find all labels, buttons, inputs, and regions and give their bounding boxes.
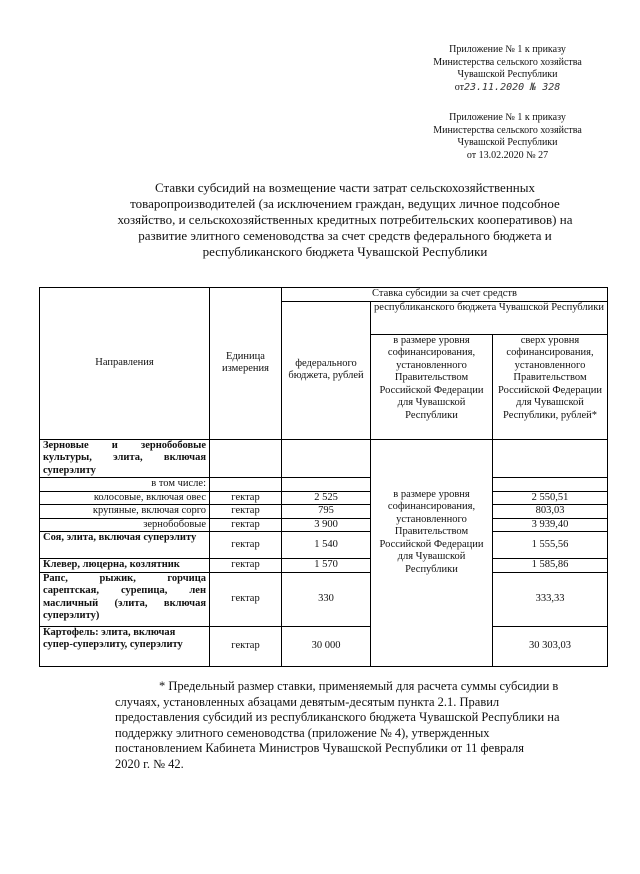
table-row <box>40 505 608 519</box>
footnote-line1-text: * Предельный размер ставки, применяемый для расчета суммы субсидии в <box>159 679 559 693</box>
table-row <box>40 532 608 559</box>
row-above: 333,33 <box>493 572 608 626</box>
header-direction: Направления <box>40 288 210 440</box>
row-name: колосовые, включая овес <box>40 491 210 505</box>
row-unit: гектар <box>210 532 282 559</box>
row-name: зернобобовые <box>40 518 210 532</box>
table-row <box>40 559 608 573</box>
footnote-line5: постановлением Кабинета Министров Чувашской Республики от 11 февраля <box>115 741 525 755</box>
footnote-line4: поддержку элитного семеноводства (приложение № 4), утвержденных <box>115 725 490 740</box>
header-previous-line2: Министерства сельского хозяйства <box>433 124 582 136</box>
row-above: 3 939,40 <box>493 518 608 532</box>
header-current-line2: Министерства сельского хозяйства <box>433 56 582 68</box>
row-federal: 795 <box>282 505 371 519</box>
row-federal: 1 570 <box>282 559 371 573</box>
header-cofinancing: в размере уровня софинансирования, установленного Правительством Российской Федерации для Чувашской Республики <box>371 334 493 439</box>
header-previous-order <box>400 112 615 162</box>
table-row <box>40 491 608 505</box>
merged-cofinancing-text: в размере уровня софинансирования, установленного Правительством Российской Федерации для Чувашской Республики <box>379 488 484 575</box>
header-current-order <box>400 44 615 94</box>
row-above <box>493 478 608 492</box>
table-row <box>40 572 608 626</box>
header-rate: Ставка субсидии за счет средств <box>282 288 608 302</box>
row-name: крупяные, включая сорго <box>40 505 210 519</box>
header-current-line4 <box>400 82 615 95</box>
footnote-line2: случаях, установленных абзацами девятым-десятым пункта 2.1. Правил <box>115 694 500 709</box>
table-header-row <box>40 288 608 302</box>
row-name: Соя, элита, включая суперэлиту <box>40 532 210 559</box>
row-above <box>493 439 608 478</box>
row-unit: гектар <box>210 491 282 505</box>
subsidy-rates-table <box>39 287 608 667</box>
row-above: 803,03 <box>493 505 608 519</box>
row-above: 1 555,56 <box>493 532 608 559</box>
row-unit: гектар <box>210 518 282 532</box>
footnote-line3: предоставления субсидий из республиканского бюджета Чувашской Республики на <box>115 710 560 724</box>
row-federal <box>282 478 371 492</box>
header-unit: Единица измерения <box>210 288 282 440</box>
title-line1: Ставки субсидий на возмещение части затрат сельскохозяйственных <box>155 180 535 195</box>
title-line5: республиканского бюджета Чувашской Республики <box>202 244 488 259</box>
row-name: Картофель: элита, включая супер-суперэлиту, суперэлиту <box>40 626 210 666</box>
header-current-prefix: от <box>454 81 464 93</box>
header-previous-line3: Чувашской Республики <box>457 137 558 148</box>
row-unit: гектар <box>210 505 282 519</box>
table-row <box>40 478 608 492</box>
header-federal: федерального бюджета, рублей <box>282 301 371 439</box>
row-unit <box>210 439 282 478</box>
row-federal: 3 900 <box>282 518 371 532</box>
header-current-line3: Чувашской Республики <box>457 69 558 80</box>
title-line2: товаропроизводителей (за исключением граждан, ведущих личное подсобное <box>130 196 560 211</box>
header-previous-line4: от 13.02.2020 № 27 <box>466 149 549 161</box>
table-row <box>40 518 608 532</box>
title-line4: развитие элитного семеноводства за счет средств федерального бюджета и <box>138 228 552 243</box>
header-republican: республиканского бюджета Чувашской Республики <box>371 301 608 334</box>
merged-cofinancing-cell <box>371 439 493 666</box>
row-above: 1 585,86 <box>493 559 608 573</box>
header-current-line1: Приложение № 1 к приказу <box>449 44 566 55</box>
header-above-cofinancing: сверх уровня софинансирования, установленного Правительством Российской Федерации для Чувашской Республики, рублей* <box>493 334 608 439</box>
row-name: Зерновые и зернобобовые культуры, элита, включая суперэлиту <box>40 439 210 478</box>
row-federal: 330 <box>282 572 371 626</box>
row-federal <box>282 439 371 478</box>
row-unit: гектар <box>210 559 282 573</box>
row-federal: 1 540 <box>282 532 371 559</box>
row-federal: 30 000 <box>282 626 371 666</box>
row-unit <box>210 478 282 492</box>
row-above: 2 550,51 <box>493 491 608 505</box>
handwritten-date-number: 23.11.2020 № 328 <box>463 81 561 93</box>
row-name: в том числе: <box>40 478 210 492</box>
footnote-line1 <box>115 679 605 695</box>
footnote <box>115 679 605 772</box>
document-title <box>110 180 580 260</box>
row-above: 30 303,03 <box>493 626 608 666</box>
row-name: Рапс, рыжик, горчица сарептская, сурепица, лен масличный (элита, включая суперэлиту) <box>40 572 210 626</box>
title-line3: хозяйство, и сельскохозяйственных кредитных потребительских кооперативов) на <box>117 212 573 227</box>
footnote-line6: 2020 г. № 42. <box>115 756 184 771</box>
table-row <box>40 439 608 478</box>
row-name: Клевер, люцерна, козлятник <box>40 559 210 573</box>
table-row <box>40 626 608 666</box>
row-unit: гектар <box>210 626 282 666</box>
row-federal: 2 525 <box>282 491 371 505</box>
row-unit: гектар <box>210 572 282 626</box>
header-previous-line1: Приложение № 1 к приказу <box>449 112 566 123</box>
